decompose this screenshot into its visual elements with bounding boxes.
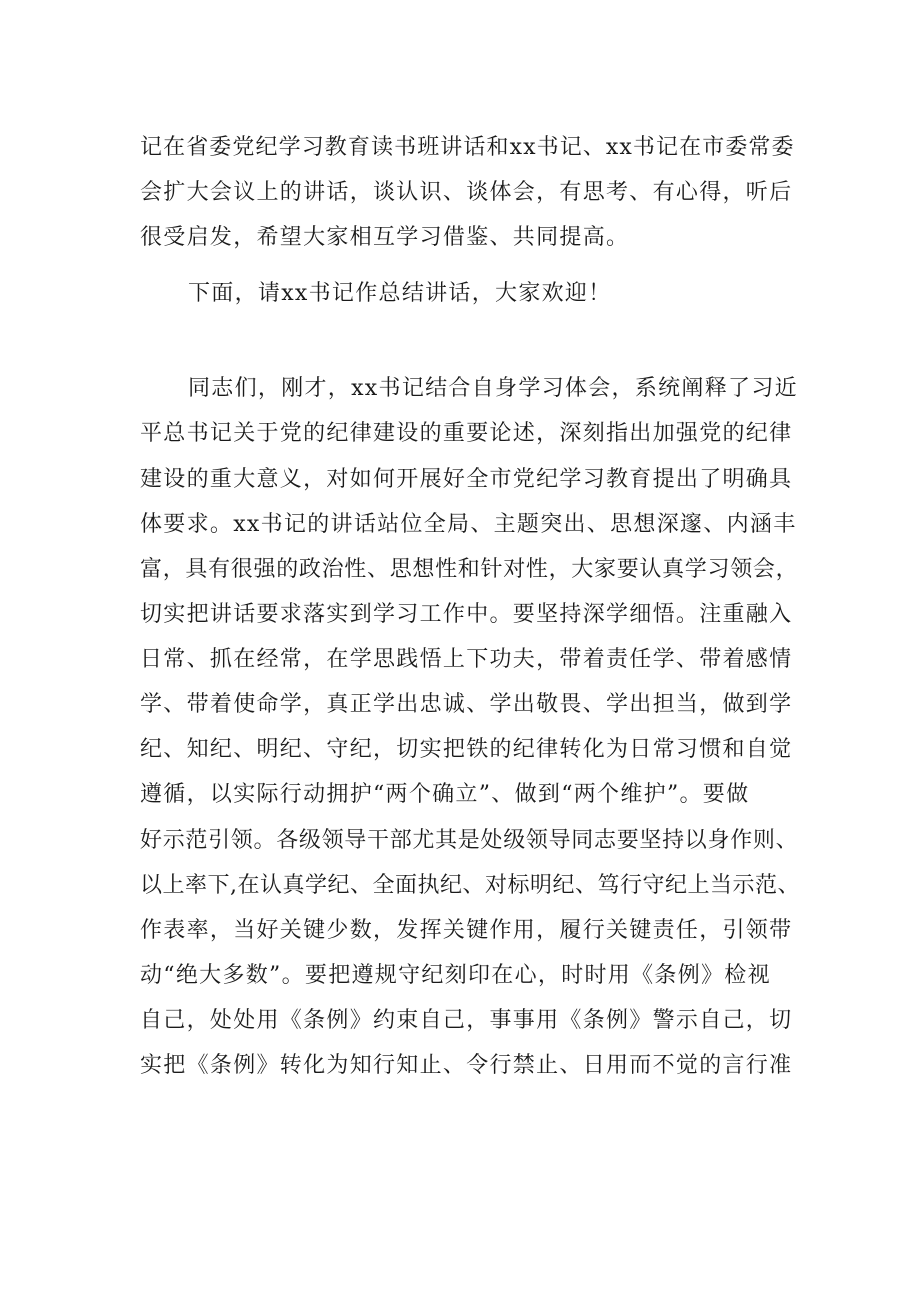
text-line: 纪、知纪、明纪、守纪，切实把铁的纪律转化为日常习惯和自觉	[140, 737, 793, 762]
text-line: 会扩大会议上的讲话，谈认识、谈体会，有思考、有心得，听后	[140, 180, 793, 205]
text-line: 学、带着使命学，真正学出忠诚、学出敬畏、学出担当，做到学	[140, 692, 793, 717]
text-line: 很受启发，希望大家相互学习借鉴、共同提高。	[140, 225, 630, 250]
text-line: 自己，处处用《条例》约束自己，事事用《条例》警示自己，切	[140, 1008, 793, 1033]
text-line: 动“绝大多数”。要把遵规守纪刻印在心，时时用《条例》检视	[140, 963, 771, 988]
text-line: 同志们，刚才，xx书记结合自身学习体会，系统阐释了习近	[188, 376, 798, 401]
text-line: 建设的重大意义，对如何开展好全市党纪学习教育提出了明确具	[140, 467, 793, 492]
text-line: 体要求。xx书记的讲话站位全局、主题突出、思想深邃、内涵丰	[140, 512, 797, 537]
text-line: 富，具有很强的政治性、思想性和针对性，大家要认真学习领会，	[140, 557, 799, 582]
text-line: 日常、抓在经常，在学思践悟上下功夫，带着责任学、带着感情	[140, 647, 793, 672]
text-line: 以上率下,在认真学纪、全面执纪、对标明纪、笃行守纪上当示范、	[140, 873, 800, 898]
text-line: 平总书记关于党的纪律建设的重要论述，深刻指出加强党的纪律	[140, 421, 793, 446]
text-line: 下面，请xx书记作总结讲话，大家欢迎！	[188, 281, 612, 306]
text-line: 记在省委党纪学习教育读书班讲话和xx书记、xx书记在市委常委	[140, 135, 795, 160]
text-line: 好示范引领。各级领导干部尤其是处级领导同志要坚持以身作则、	[140, 828, 799, 853]
text-line: 遵循，以实际行动拥护“两个确立”、做到“两个维护”。要做	[140, 782, 750, 807]
text-line: 切实把讲话要求落实到学习工作中。要坚持深学细悟。注重融入	[140, 602, 793, 627]
text-line: 作表率，当好关键少数，发挥关键作用，履行关键责任，引领带	[140, 918, 793, 943]
text-line: 实把《条例》转化为知行知止、令行禁止、日用而不觉的言行准	[140, 1053, 793, 1078]
